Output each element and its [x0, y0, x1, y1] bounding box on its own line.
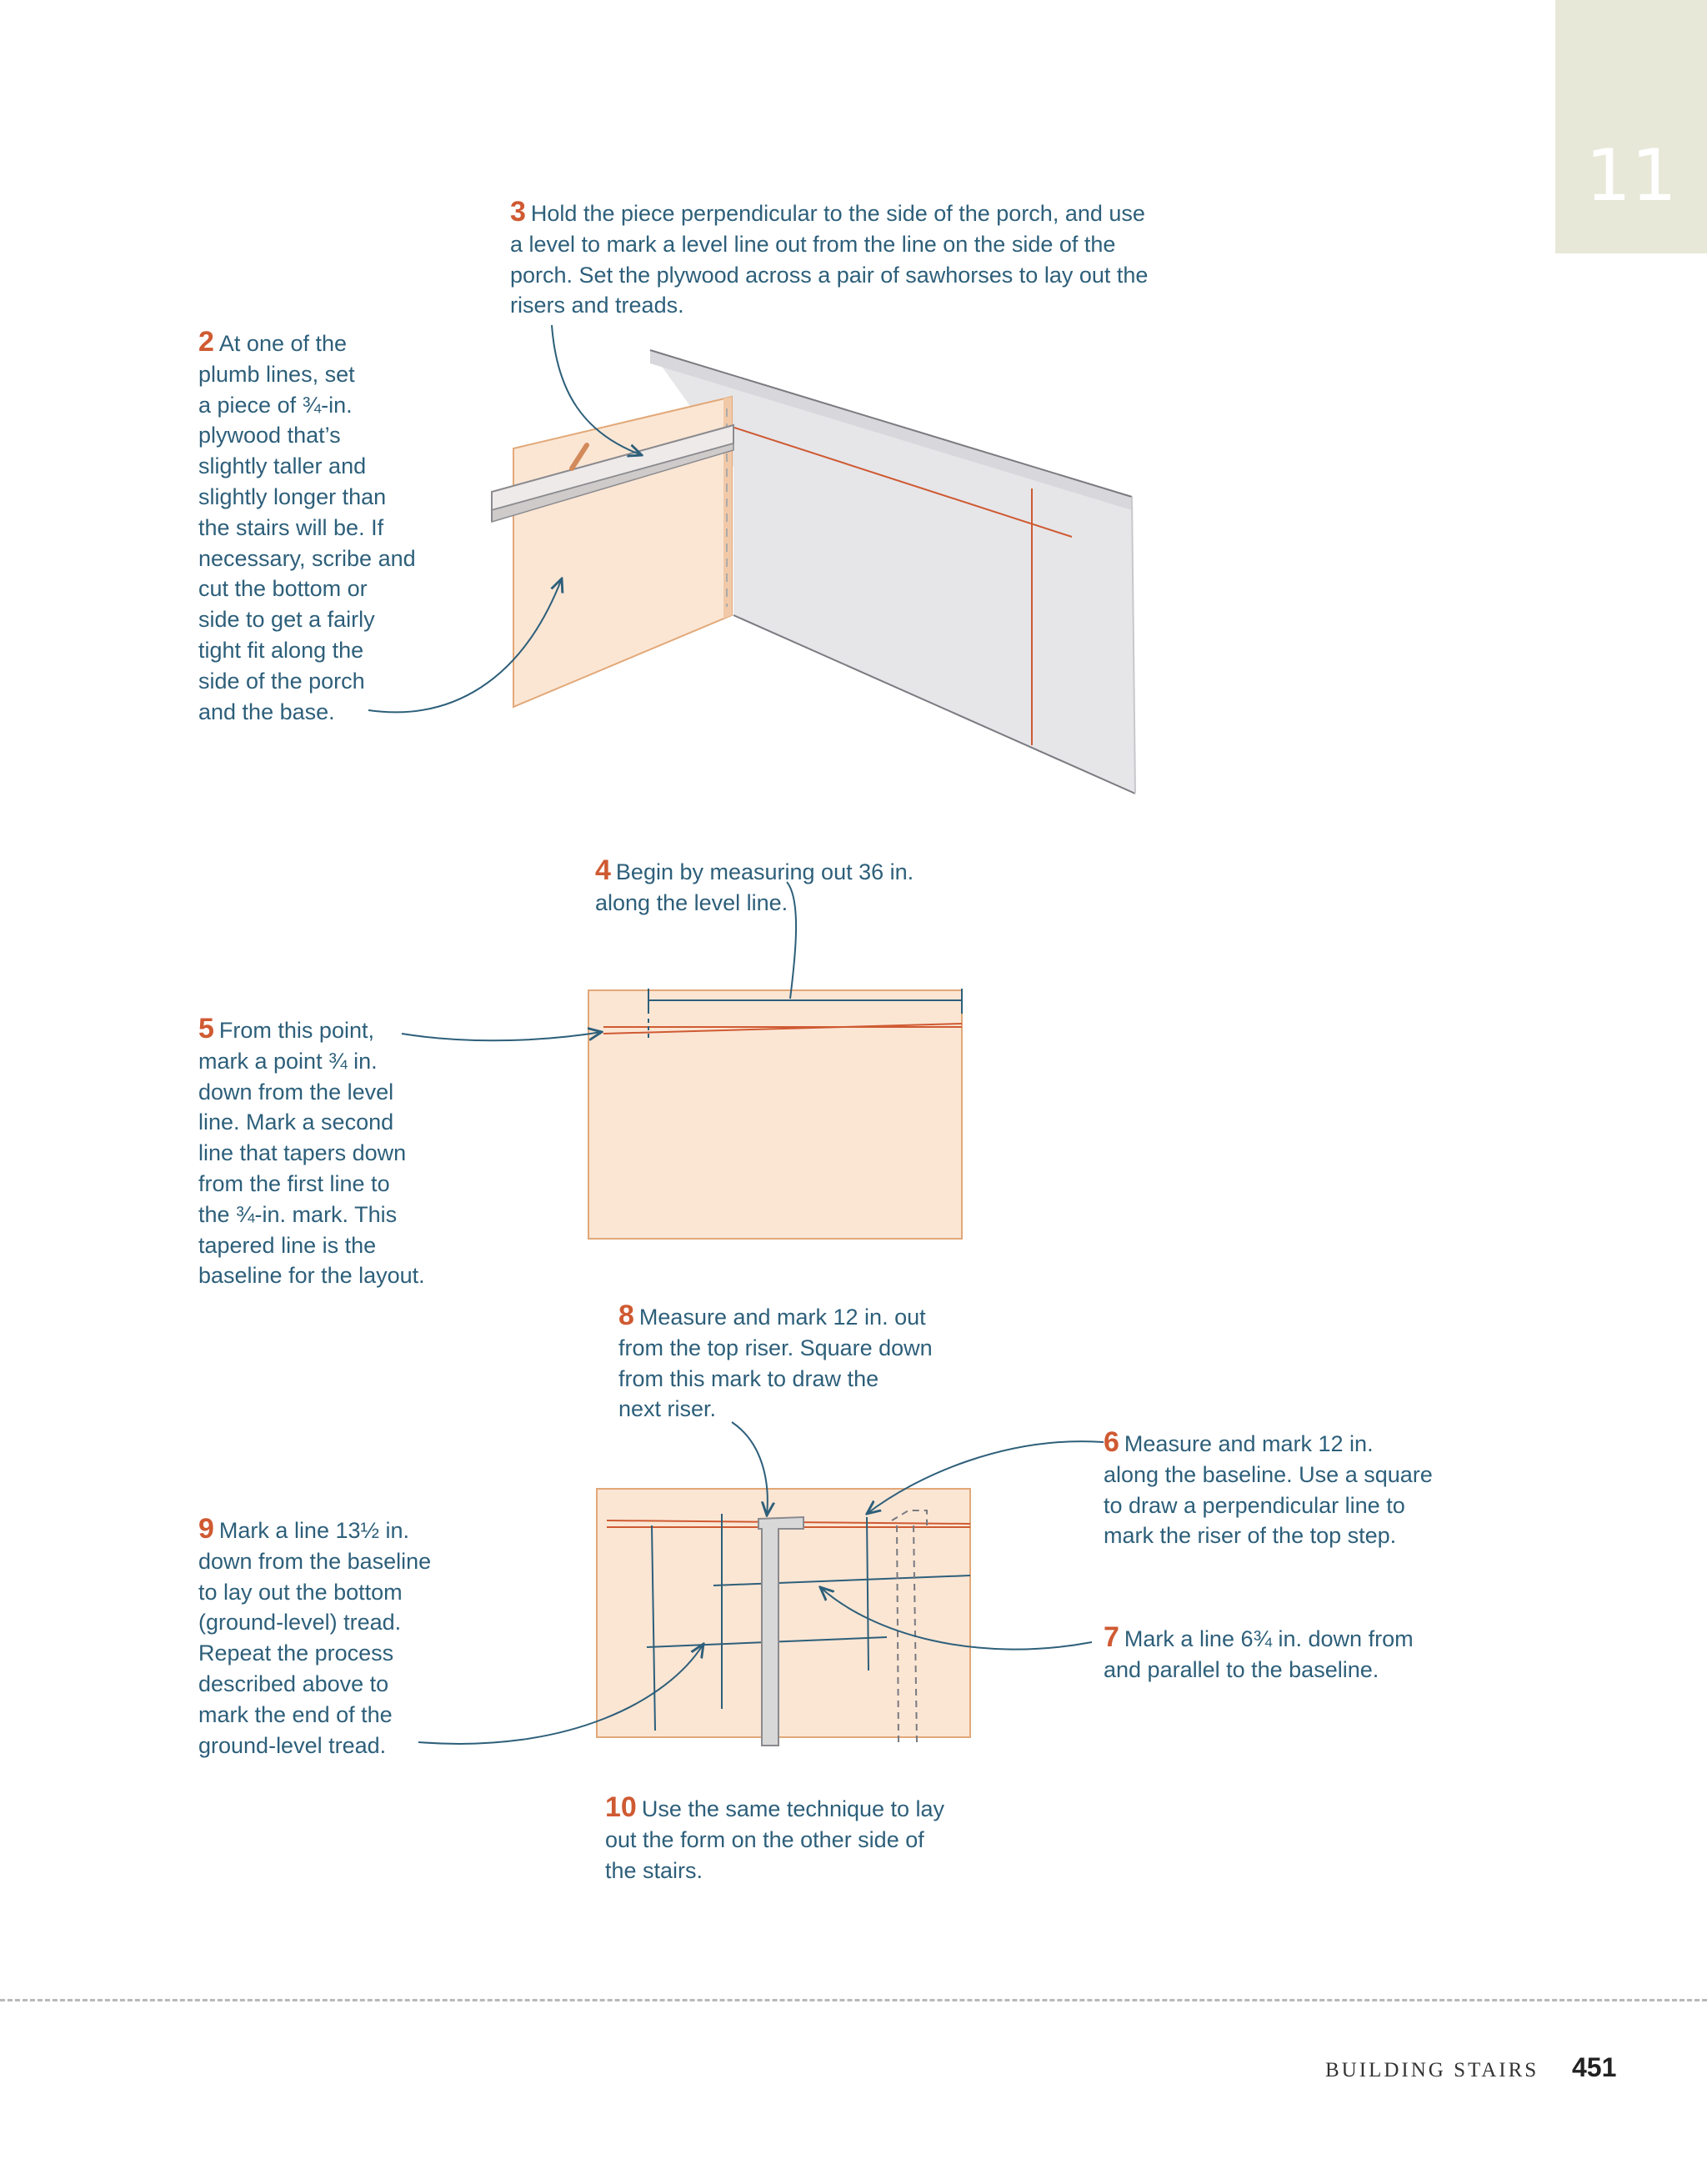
callout-step-6 — [1104, 1427, 1433, 1551]
callout-text: out the form on the other side of — [605, 1826, 924, 1852]
callout-text: the ¾-in. mark. This — [198, 1201, 398, 1227]
callout-text: (ground-level) tread. — [198, 1610, 402, 1635]
callout-text: From this point, — [218, 1018, 374, 1043]
porch-wall-figure — [492, 350, 1135, 794]
callout-text: mark a point ¾ in. — [198, 1048, 378, 1074]
callout-text: ground-level tread. — [198, 1732, 387, 1758]
callout-text: Hold the piece perpendicular to the side of the porch, and use — [530, 201, 1145, 226]
page-number: 451 — [1572, 2052, 1617, 2082]
callout-text: Use the same technique to lay — [641, 1796, 945, 1821]
callout-text: side to get a fairly — [198, 607, 375, 633]
callout-text: and parallel to the baseline. — [1104, 1656, 1379, 1682]
callout-step-4 — [595, 855, 914, 919]
callout-step-8 — [618, 1300, 933, 1425]
step-number: 5 — [198, 1013, 214, 1044]
callout-text: down from the level — [198, 1079, 394, 1105]
callout-text: risers and treads. — [510, 293, 684, 318]
callout-text: the stairs will be. If — [198, 514, 384, 540]
footer-divider — [0, 1999, 1707, 2001]
step-number: 10 — [605, 1791, 637, 1823]
callout-text: to draw a perpendicular line to — [1104, 1492, 1405, 1518]
callout-text: Mark a line 13½ in. — [218, 1518, 410, 1543]
callout-text: from the top riser. Square down — [618, 1335, 933, 1360]
callout-text: necessary, scribe and — [198, 545, 416, 571]
callout-text: down from the baseline — [198, 1548, 432, 1574]
callout-text: porch. Set the plywood across a pair of sawhorses to lay out the — [510, 262, 1149, 288]
baseline-layout-figure — [588, 989, 962, 1239]
arrow-step5 — [402, 1032, 602, 1040]
callout-text: a level to mark a level line out from the line on the side of the — [510, 231, 1116, 257]
callout-text: Begin by measuring out 36 in. — [615, 859, 914, 884]
step-number: 2 — [198, 326, 214, 358]
callout-text: mark the end of the — [198, 1701, 393, 1727]
callout-text: along the baseline. Use a square — [1104, 1461, 1433, 1487]
callout-text: line that tapers down — [198, 1140, 407, 1166]
callout-text: Measure and mark 12 in. — [1124, 1431, 1374, 1456]
callout-step-2 — [198, 327, 416, 727]
callout-text: tapered line is the — [198, 1232, 377, 1258]
step-number: 7 — [1104, 1621, 1119, 1653]
callout-text: from the first line to — [198, 1170, 390, 1196]
callout-text: from this mark to draw the — [618, 1365, 879, 1391]
running-footer-title: BUILDING STAIRS — [1325, 2059, 1539, 2081]
callout-text: line. Mark a second — [198, 1110, 394, 1135]
callout-text: mark the riser of the top step. — [1104, 1523, 1397, 1549]
callout-text: slightly longer than — [198, 483, 387, 509]
callout-step-3 — [510, 197, 1148, 321]
callout-text: baseline for the layout. — [198, 1263, 425, 1289]
step-number: 8 — [618, 1300, 634, 1331]
callout-step-7 — [1104, 1622, 1414, 1686]
callout-text: Repeat the process — [198, 1641, 394, 1666]
callout-text: along the level line. — [595, 889, 788, 915]
chapter-number: 11 — [1585, 134, 1677, 218]
step-number: 3 — [510, 196, 526, 228]
callout-text: Mark a line 6¾ in. down from — [1124, 1626, 1414, 1651]
callout-text: plumb lines, set — [198, 361, 355, 387]
callout-text: tight fit along the — [198, 637, 364, 663]
callout-text: a piece of ¾-in. — [198, 392, 353, 418]
step-number: 9 — [198, 1513, 214, 1545]
callout-text: to lay out the bottom — [198, 1579, 403, 1605]
step-number: 6 — [1104, 1426, 1119, 1458]
callout-text: At one of the — [218, 331, 348, 356]
callout-step-10 — [605, 1792, 944, 1886]
step-number: 4 — [595, 854, 611, 886]
callout-text: the stairs. — [605, 1857, 703, 1883]
callout-text: cut the bottom or — [198, 576, 368, 602]
callout-text: next riser. — [618, 1396, 717, 1422]
callout-text: side of the porch — [198, 668, 365, 694]
callout-text: slightly taller and — [198, 453, 367, 479]
callout-step-5 — [198, 1014, 425, 1291]
callout-text: plywood that’s — [198, 423, 341, 448]
riser-tread-figure — [597, 1489, 970, 1746]
callout-step-9 — [198, 1514, 431, 1761]
callout-text: Measure and mark 12 in. out — [638, 1305, 926, 1330]
callout-text: described above to — [198, 1671, 389, 1696]
callout-text: and the base. — [198, 699, 335, 724]
